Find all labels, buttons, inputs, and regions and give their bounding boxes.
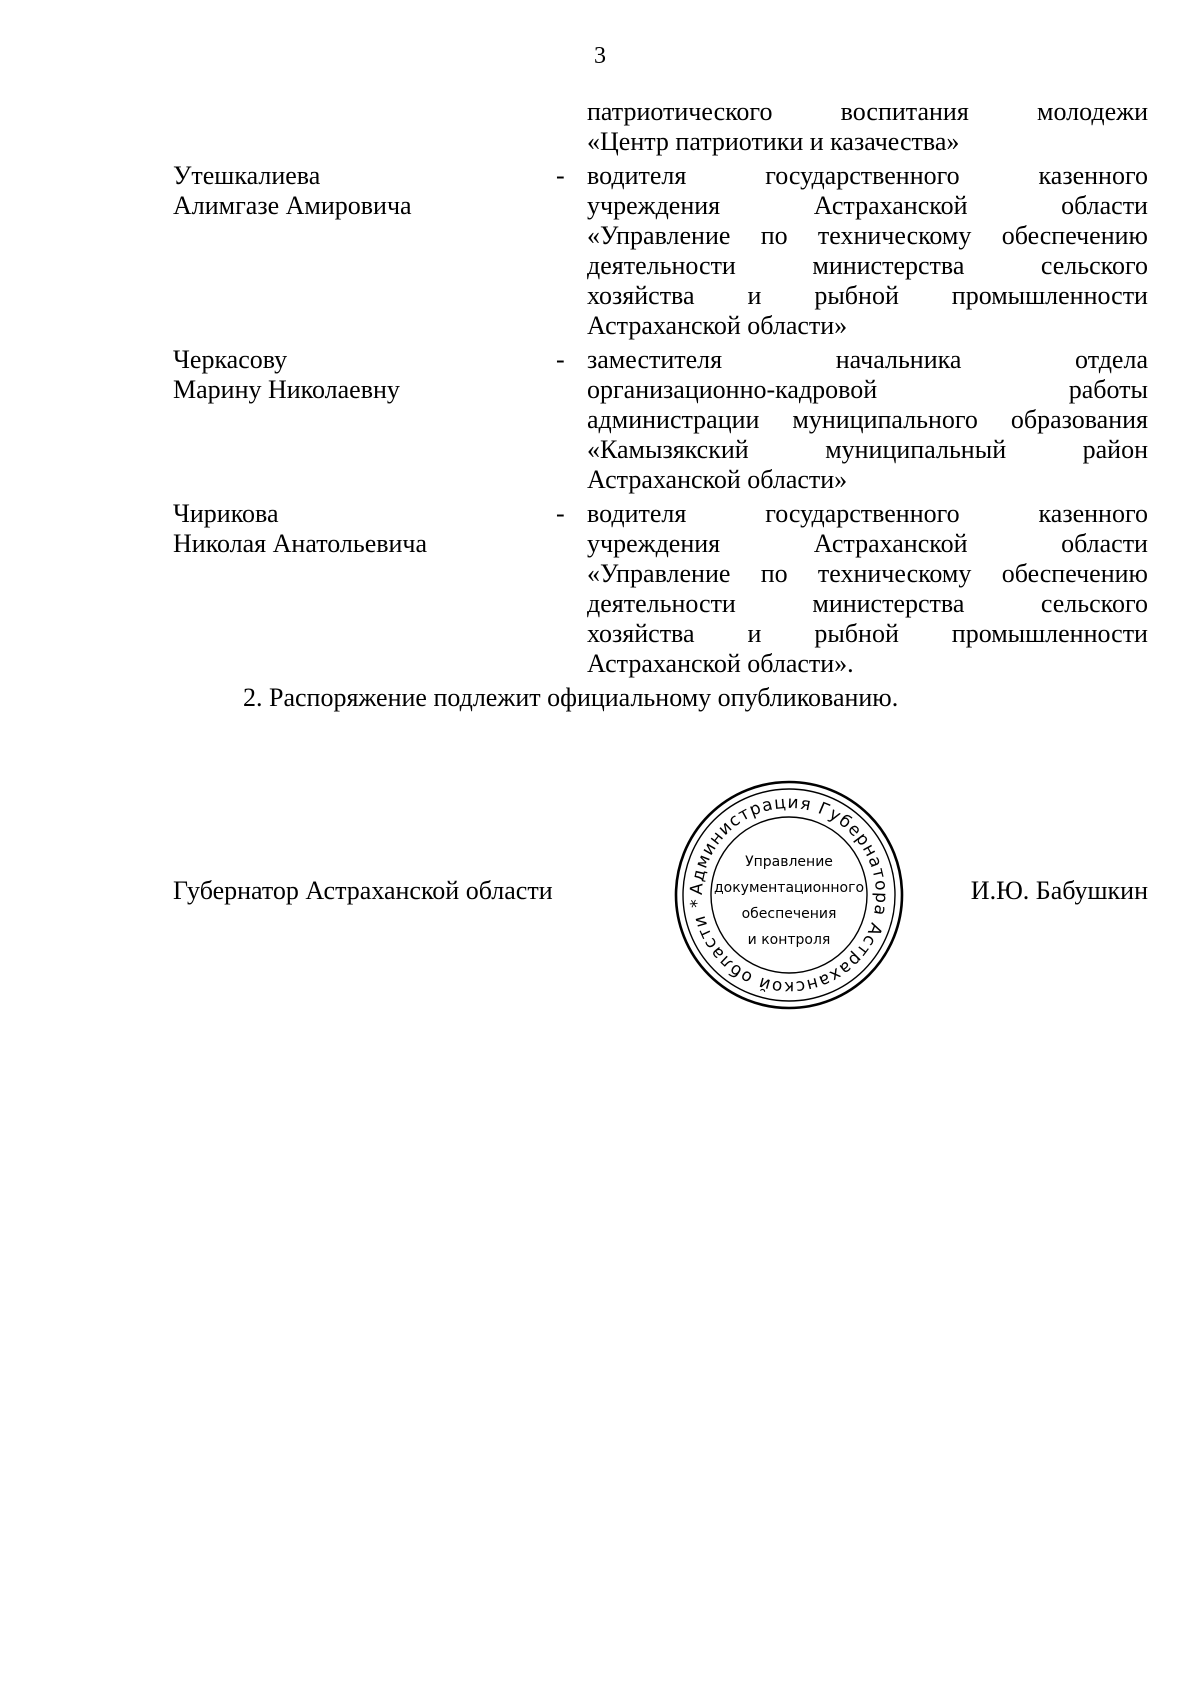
entry-dash: - — [556, 499, 565, 528]
entry-desc-line — [587, 220, 1148, 252]
word: хозяйства — [587, 619, 695, 648]
entry-desc-line — [587, 280, 1148, 312]
word: промышленности — [951, 281, 1148, 310]
word: организационно-кадровой — [587, 375, 878, 404]
word: муниципального — [792, 405, 978, 434]
stamp-center-text — [714, 854, 864, 948]
word: водителя — [587, 499, 687, 528]
entry-dash: - — [556, 161, 565, 190]
word: области — [1061, 529, 1148, 558]
person-surname: Утешкалиева — [173, 161, 321, 190]
entry-desc-last-line: Астраханской области». — [587, 649, 854, 678]
word: государственного — [765, 499, 960, 528]
entry-desc-line — [587, 404, 1148, 436]
entry-dash: - — [556, 345, 565, 374]
person-given-names: Николая Анатольевича — [173, 529, 428, 558]
word: работы — [1068, 375, 1148, 404]
word: отдела — [1075, 345, 1148, 374]
word: министерства — [812, 589, 965, 618]
word: патриотического — [587, 97, 773, 126]
word: заместителя — [587, 345, 723, 374]
word: обеспечению — [1001, 221, 1148, 250]
word: деятельности — [587, 589, 736, 618]
person-surname: Черкасову — [173, 345, 288, 374]
word: администрации — [587, 405, 760, 434]
word: казенного — [1038, 161, 1148, 190]
stamp-center-line: документационного — [713, 880, 865, 896]
entry-desc-line — [587, 618, 1148, 650]
entry-desc-line — [587, 374, 1148, 406]
stamp-ring-label: Администрация Губернатора Астраханской области — [686, 792, 892, 998]
entry-desc-line — [587, 434, 1148, 466]
person-given-names: Алимгазе Амировича — [173, 191, 412, 220]
word: «Управление — [587, 221, 731, 250]
word: сельского — [1040, 251, 1148, 280]
entry-desc-last-line: Астраханской области» — [587, 465, 848, 494]
entry-desc-line — [587, 250, 1148, 282]
entry-desc-line — [587, 190, 1148, 222]
word: хозяйства — [587, 281, 695, 310]
word: области — [1061, 191, 1148, 220]
entry-desc-line — [587, 588, 1148, 620]
word: район — [1082, 435, 1148, 464]
word: министерства — [812, 251, 965, 280]
word: казенного — [1038, 499, 1148, 528]
word: муниципальный — [825, 435, 1007, 464]
word: водителя — [587, 161, 687, 190]
word: и — [747, 281, 762, 310]
stamp-star: * — [686, 897, 708, 909]
word: и — [747, 619, 762, 648]
word: Астраханской — [813, 191, 968, 220]
stamp-center-line: и контроля — [747, 932, 831, 948]
entry-desc-line — [587, 498, 1148, 530]
page-number: 3 — [594, 43, 606, 69]
continuation-line-1 — [587, 96, 1148, 128]
word: государственного — [765, 161, 960, 190]
word: по — [760, 559, 788, 588]
word: сельского — [1040, 589, 1148, 618]
word: воспитания — [840, 97, 969, 126]
word: начальника — [835, 345, 962, 374]
word: «Камызякский — [587, 435, 749, 464]
stamp-center-line: Управление — [745, 854, 833, 870]
entry-desc-last-line: Астраханской области» — [587, 311, 848, 340]
word: рыбной — [814, 281, 899, 310]
word: молодежи — [1037, 97, 1148, 126]
entry-desc-line — [587, 558, 1148, 590]
entry-desc-line — [587, 528, 1148, 560]
word: образования — [1010, 405, 1148, 434]
person-given-names: Марину Николаевну — [173, 375, 400, 404]
word: деятельности — [587, 251, 736, 280]
word: техническому — [817, 559, 972, 588]
signatory-position: Губернатор Астраханской области — [173, 876, 553, 905]
entry-desc-line — [587, 160, 1148, 192]
continuation-line-2: «Центр патриотики и казачества» — [587, 127, 960, 156]
word: учреждения — [587, 191, 721, 220]
paragraph-2: 2. Распоряжение подлежит официальному опубликованию. — [243, 683, 899, 712]
stamp-center-line: обеспечения — [741, 906, 837, 922]
word: обеспечению — [1001, 559, 1148, 588]
entry-desc-line — [587, 344, 1148, 376]
word: Астраханской — [813, 529, 968, 558]
person-surname: Чирикова — [173, 499, 279, 528]
word: рыбной — [814, 619, 899, 648]
word: промышленности — [951, 619, 1148, 648]
signatory-name: И.Ю. Бабушкин — [970, 876, 1148, 905]
word: «Управление — [587, 559, 731, 588]
word: по — [760, 221, 788, 250]
word: техническому — [817, 221, 972, 250]
official-stamp — [672, 778, 906, 1012]
word: учреждения — [587, 529, 721, 558]
